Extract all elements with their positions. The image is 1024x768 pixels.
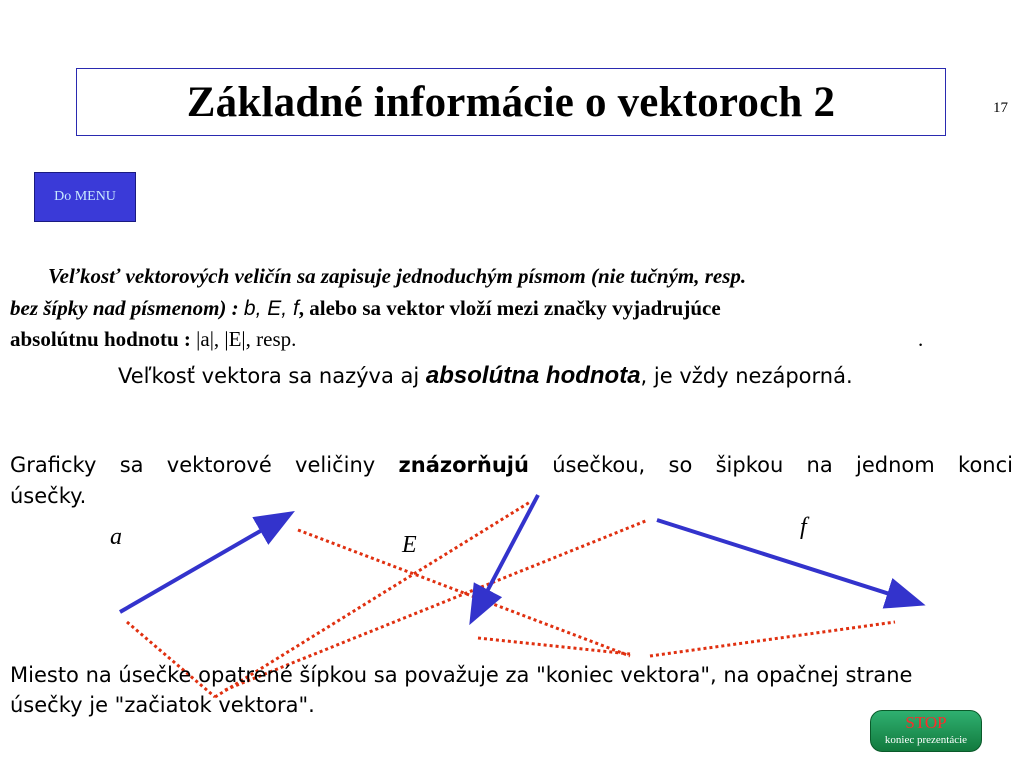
stop-sublabel: koniec prezentácie xyxy=(884,734,968,746)
vector-label-E: E xyxy=(402,532,417,558)
dotted-line xyxy=(650,622,895,656)
stop-label: STOP xyxy=(905,713,947,732)
paragraph-line-8: úsečky je "začiatok vektora". xyxy=(10,693,315,717)
absolute-value-term: absolútna hodnota xyxy=(425,362,641,389)
paragraph-line-6: úsečky. xyxy=(10,484,87,508)
line3-resp: resp. xyxy=(256,327,297,351)
line5-start: Graficky sa vektorové veličiny xyxy=(10,453,376,477)
page-title: Základné informácie o vektoroch 2 xyxy=(186,78,836,126)
paragraph-line-7: Miesto na úsečke opatrené šípkou sa považuje za "koniec vektora", na opačnej strane xyxy=(10,663,913,687)
vector-f-arrow xyxy=(657,520,918,603)
dotted-line xyxy=(298,530,630,656)
line3-abs: |a|, |E|, xyxy=(196,327,251,351)
line3-bold: absolútnu hodnotu : xyxy=(10,327,191,351)
line2-bold: bez šípky nad písmenom) : xyxy=(10,296,239,320)
menu-button[interactable]: Do MENU xyxy=(34,172,136,222)
slide-number: 17 xyxy=(993,100,1008,116)
paragraph-line-2 xyxy=(10,296,721,321)
vector-label-a: a xyxy=(110,524,122,550)
paragraph-line-4 xyxy=(118,362,853,390)
line5-bold: znázorňujú xyxy=(398,453,529,477)
line4-end: , je vždy nezáporná. xyxy=(640,364,853,388)
stray-dot: . xyxy=(918,327,924,351)
vector-E-arrow xyxy=(473,495,538,618)
paragraph-line-5 xyxy=(10,453,1013,477)
line2-symbols: b, E, f xyxy=(243,297,299,320)
title-box xyxy=(76,68,946,136)
paragraph-line-3 xyxy=(10,327,296,352)
dotted-line xyxy=(478,638,630,654)
line4-start: Veľkosť vektora sa nazýva aj xyxy=(118,364,420,388)
line5-end: úsečkou, so šipkou na jednom konci xyxy=(552,453,1013,477)
line2-rest: , alebo sa vektor vloží mezi značky vyjadrujúce xyxy=(298,296,721,320)
paragraph-line-1: Veľkosť vektorových veličín sa zapisuje jednoduchým písmom (nie tučným, resp. xyxy=(48,264,747,288)
stop-button[interactable] xyxy=(870,710,982,752)
vector-a-arrow xyxy=(120,515,288,612)
vector-label-f: f xyxy=(800,514,807,540)
